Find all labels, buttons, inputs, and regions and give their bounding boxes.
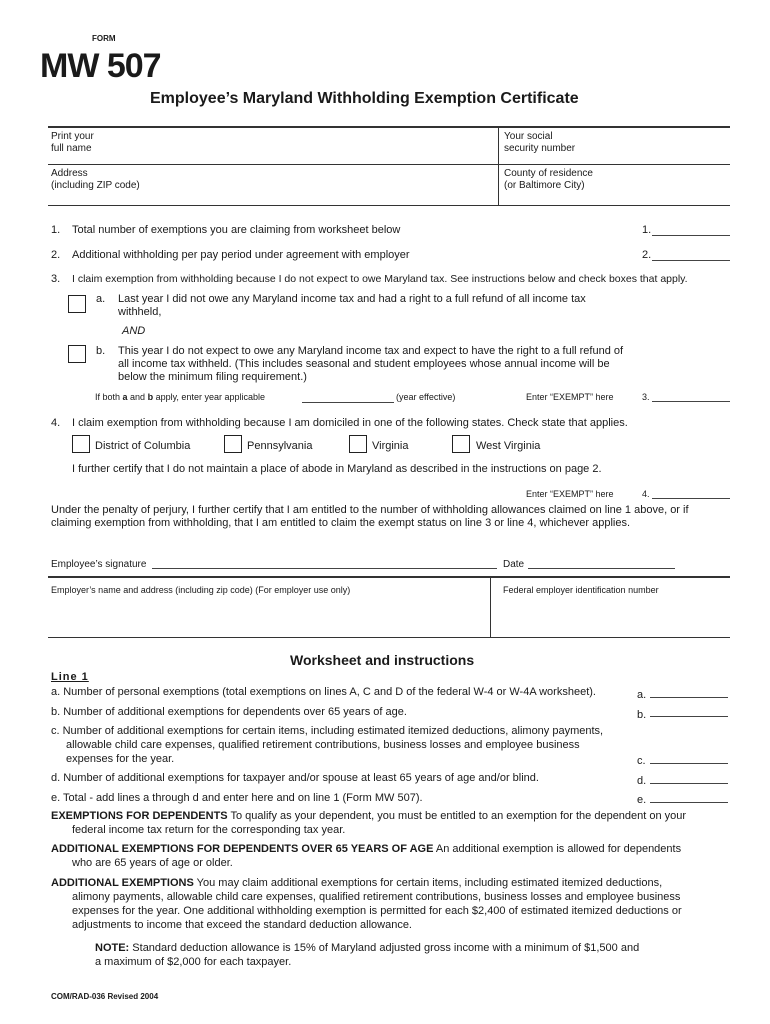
line-3-ref: 3.	[642, 392, 650, 402]
worksheet-d-text: d. Number of additional exemptions for taxpayer and/or spouse at least 65 years of age and/or blind.	[51, 772, 539, 784]
line-2-field[interactable]	[652, 260, 730, 261]
signature-field[interactable]	[152, 568, 497, 569]
worksheet-b-ref: b.	[637, 709, 647, 721]
worksheet-c-text: c. Number of additional exemptions for certain items, including estimated itemized deductions, alimony payments,	[51, 725, 604, 737]
dependents-text: To qualify as your dependent, you must be entitled to an exemption for the dependent on your	[230, 810, 687, 822]
address-label-2: (including ZIP code)	[51, 180, 140, 191]
additional-text-2: alimony payments, allowable child care expenses, qualified retirement contributions, business losses and employee business	[72, 891, 681, 903]
address-field[interactable]	[150, 167, 490, 201]
ssn-label-2: security number	[504, 143, 576, 154]
line-3b-checkbox[interactable]	[68, 345, 86, 363]
additional-text-3: expenses for the year. One additional withholding exemption is permitted for each $2,400 of estimated itemized deductions or	[72, 905, 682, 917]
address-label: Address	[51, 168, 88, 179]
line-2-number: 2.	[51, 249, 61, 261]
worksheet-d-ref: d.	[637, 775, 647, 787]
worksheet-b-field[interactable]	[650, 716, 728, 717]
worksheet-heading: Worksheet and instructions	[290, 652, 475, 668]
additional-paragraph	[51, 877, 662, 890]
identity-divider	[498, 127, 499, 205]
worksheet-d-field[interactable]	[650, 783, 728, 784]
additional-text-4: adjustments to income that exceed the standard deduction allowance.	[72, 919, 412, 931]
ssn-field[interactable]	[590, 130, 725, 160]
full-name-field[interactable]	[150, 130, 490, 160]
pa-checkbox[interactable]	[224, 435, 242, 453]
over65-heading: ADDITIONAL EXEMPTIONS FOR DEPENDENTS OVER 65 YEARS OF AGE	[51, 843, 434, 855]
employer-label: Employer’s name and address (including zip code) (For employer use only)	[51, 585, 351, 595]
employer-top-rule	[48, 576, 730, 578]
certify-text: I further certify that I do not maintain a place of abode in Maryland as described in the instructions on page 2.	[72, 463, 602, 475]
line-4-ref: 4.	[642, 489, 650, 499]
line-3a-text: Last year I did not owe any Maryland income tax and had a right to a full refund of all income tax	[118, 293, 586, 305]
worksheet-e-text: e. Total - add lines a through d and enter here and on line 1 (Form MW 507).	[51, 792, 423, 804]
dc-label: District of Columbia	[95, 440, 191, 452]
and-label: AND	[122, 325, 146, 337]
year-applicable-field[interactable]	[302, 402, 394, 403]
print-name-label-2: full name	[51, 143, 92, 154]
perjury-text: Under the penalty of perjury, I further certify that I am entitled to the number of withholding allowances claimed on line 1 above, or if	[51, 504, 689, 516]
county-label-2: (or Baltimore City)	[504, 180, 585, 191]
enter-exempt-3-label: Enter “EXEMPT” here	[526, 392, 614, 402]
perjury-text-2: claiming exemption from withholding, that I am entitled to claim the exempt status on line 3 or line 4, whichever applies.	[51, 517, 631, 529]
line-1-number: 1.	[51, 224, 61, 236]
worksheet-e-field[interactable]	[650, 802, 728, 803]
worksheet-c-text-3: expenses for the year.	[66, 753, 175, 765]
identity-bottom-rule	[48, 205, 730, 206]
employer-bottom-rule	[48, 637, 730, 638]
va-label: Virginia	[372, 440, 409, 452]
worksheet-c-field[interactable]	[650, 763, 728, 764]
employer-divider	[490, 577, 491, 637]
employer-field[interactable]	[51, 598, 485, 634]
line-4-field[interactable]	[652, 498, 730, 499]
identity-top-rule	[48, 126, 730, 128]
county-field[interactable]	[600, 167, 725, 201]
line-2-text: Additional withholding per pay period under agreement with employer	[72, 249, 410, 261]
dependents-text-2: federal income tax return for the corresponding tax year.	[72, 824, 346, 836]
dc-checkbox[interactable]	[72, 435, 90, 453]
worksheet-a-field[interactable]	[650, 697, 728, 698]
worksheet-c-ref: c.	[637, 755, 646, 767]
enter-exempt-4-label: Enter “EXEMPT” here	[526, 489, 614, 499]
line-3-text: I claim exemption from withholding because I do not expect to owe Maryland tax. See instructions below and check boxes that apply.	[72, 273, 688, 285]
line-1-field[interactable]	[652, 235, 730, 236]
additional-heading: ADDITIONAL EXEMPTIONS	[51, 877, 194, 889]
county-label: County of residence	[504, 168, 593, 179]
note-paragraph	[95, 942, 639, 955]
additional-text: You may claim additional exemptions for certain items, including estimated itemized deductions,	[196, 877, 663, 889]
worksheet-b-text: b. Number of additional exemptions for dependents over 65 years of age.	[51, 706, 407, 718]
worksheet-c-text-2: allowable child care expenses, qualified retirement contributions, business losses and employee business	[66, 739, 580, 751]
ssn-label: Your social	[504, 131, 553, 142]
line-3a-checkbox[interactable]	[68, 295, 86, 313]
va-checkbox[interactable]	[349, 435, 367, 453]
line-1-text: Total number of exemptions you are claiming from worksheet below	[72, 224, 401, 236]
line-1-ref: 1.	[642, 224, 652, 236]
line-3b-text-2: all income tax withheld. (This includes seasonal and student employees whose annual income will be	[118, 358, 610, 370]
revision-label: COM/RAD-036 Revised 2004	[51, 992, 159, 1001]
line-3b-text-3: below the minimum filing requirement.)	[118, 371, 307, 383]
note-text: Standard deduction allowance is 15% of Maryland adjusted gross income with a minimum of $1,500 and	[132, 942, 640, 954]
note-heading: NOTE:	[95, 942, 130, 954]
identity-mid-rule	[48, 164, 730, 165]
fein-field[interactable]	[503, 598, 725, 634]
signature-label: Employee’s signature	[51, 559, 147, 570]
over65-text: An additional exemption is allowed for dependents	[435, 843, 682, 855]
page-title: Employee’s Maryland Withholding Exemption Certificate	[150, 90, 579, 107]
line-3a-letter: a.	[96, 293, 106, 305]
line-1-heading: Line 1	[51, 671, 89, 683]
over65-paragraph	[51, 843, 681, 856]
note-text-2: a maximum of $2,000 for each taxpayer.	[95, 956, 292, 968]
line-2-ref: 2.	[642, 249, 652, 261]
line-4-text: I claim exemption from withholding because I am domiciled in one of the following states. Check state that applies.	[72, 417, 628, 429]
date-field[interactable]	[528, 568, 675, 569]
fein-label: Federal employer identification number	[503, 585, 659, 595]
wv-checkbox[interactable]	[452, 435, 470, 453]
line-3b-letter: b.	[96, 345, 106, 357]
print-name-label: Print your	[51, 131, 94, 142]
line-3-field[interactable]	[652, 401, 730, 402]
dependents-paragraph	[51, 810, 686, 823]
dependents-heading: EXEMPTIONS FOR DEPENDENTS	[51, 810, 228, 822]
worksheet-e-ref: e.	[637, 794, 647, 806]
line-3-number: 3.	[51, 273, 61, 285]
worksheet-a-ref: a.	[637, 689, 647, 701]
form-number: MW 507	[40, 47, 161, 85]
line-3a-text-2: withheld,	[118, 306, 162, 318]
both-apply-text: If both a and b apply, enter year applicable	[95, 392, 265, 402]
year-effective-label: (year effective)	[396, 392, 456, 402]
over65-text-2: who are 65 years of age or older.	[72, 857, 233, 869]
wv-label: West Virginia	[476, 440, 541, 452]
worksheet-a-text: a. Number of personal exemptions (total exemptions on lines A, C and D of the federal W-4 or W-4A worksheet).	[51, 686, 596, 698]
form-label: FORM	[92, 34, 116, 43]
line-3b-text: This year I do not expect to owe any Maryland income tax and expect to have the right to a full refund of	[118, 345, 624, 357]
line-4-number: 4.	[51, 417, 61, 429]
pa-label: Pennsylvania	[247, 440, 313, 452]
date-label: Date	[503, 559, 525, 570]
